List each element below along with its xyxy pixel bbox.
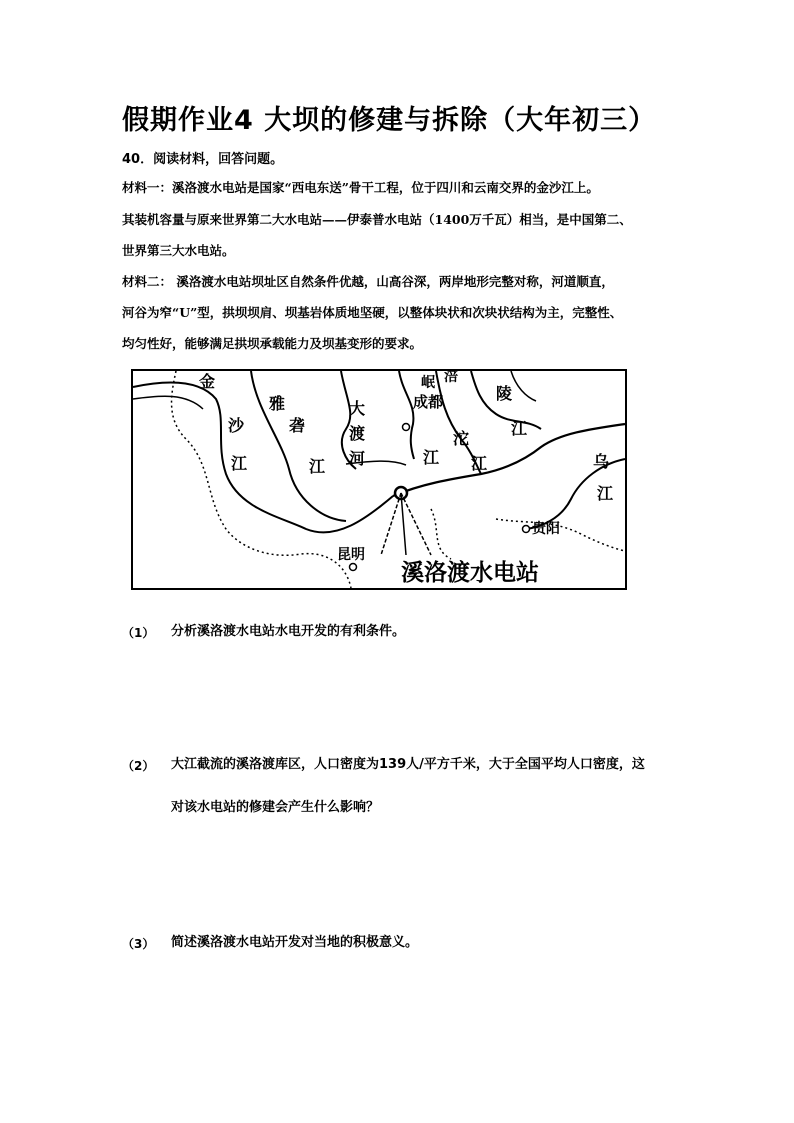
- label-he: 河: [349, 449, 366, 468]
- label-kunming: 昆明: [337, 547, 365, 563]
- label-sha: 沙: [228, 416, 245, 435]
- question-3-number: （3）: [122, 937, 155, 951]
- question-2-text: 大江截流的溪洛渡库区，人口密度为139人/平方千米，大于全国平均人口密度，这: [171, 757, 645, 772]
- question-intro: 40．阅读材料，回答问题。: [122, 152, 284, 167]
- question-1-number: （1）: [122, 626, 155, 640]
- question-1-text: 分析溪洛渡水电站水电开发的有利条件。: [171, 624, 406, 639]
- material1-line3: 世界第三大水电站。: [122, 243, 235, 258]
- material2-line3: 均匀性好，能够满足拱坝承载能力及坝基变形的要求。: [122, 336, 423, 351]
- xiluodu-map: [131, 369, 627, 590]
- question-2-number: （2）: [122, 759, 155, 773]
- question-3-text: 简述溪洛渡水电站开发对当地的积极意义。: [171, 935, 419, 950]
- page-title: 假期作业4 大坝的修建与拆除（大年初三）: [122, 105, 657, 136]
- label-min: 岷: [421, 375, 435, 391]
- chengdu-marker: [403, 424, 410, 431]
- map-frame: [132, 370, 626, 589]
- material2-line1: 材料二： 溪洛渡水电站坝址区自然条件优越，山高谷深，两岸地形完整对称，河道顺直，: [122, 274, 614, 289]
- guiyang-marker: [523, 526, 530, 533]
- label-ya: 雅: [269, 394, 286, 413]
- label-jiang6: 江: [597, 484, 614, 503]
- label-jiang4: 江: [471, 454, 488, 473]
- label-ling: 陵: [496, 384, 513, 403]
- label-fu: 涪: [444, 369, 458, 385]
- label-station: 溪洛渡水电站: [401, 560, 539, 586]
- label-da: 大: [349, 399, 366, 418]
- label-guiyang: 贵阳: [532, 521, 560, 537]
- label-jin: 金: [199, 372, 216, 391]
- label-chengdu: 成都: [413, 393, 444, 411]
- label-jiang1: 江: [231, 454, 248, 473]
- material1-line1: 材料一：溪洛渡水电站是国家“西电东送”骨干工程，位于四川和云南交界的金沙江上。: [122, 180, 599, 195]
- label-long: 砻: [289, 416, 306, 435]
- label-jiang5: 江: [511, 419, 528, 438]
- question-2-text-line2: 对该水电站的修建会产生什么影响？: [171, 800, 380, 815]
- label-wu: 乌: [593, 452, 610, 471]
- kunming-marker: [350, 564, 357, 571]
- material1-line2: 其装机容量与原来世界第二大水电站——伊泰普水电站（1400万千瓦）相当，是中国第二、: [122, 212, 632, 227]
- label-du: 渡: [349, 424, 366, 443]
- material2-line2: 河谷为窄“U”型，拱坝坝肩、坝基岩体质地坚硬，以整体块状和次块状结构为主，完整性、: [122, 305, 623, 320]
- label-tuo: 沱: [453, 429, 470, 448]
- label-jiang2: 江: [309, 457, 326, 476]
- label-jiang3: 江: [423, 448, 440, 467]
